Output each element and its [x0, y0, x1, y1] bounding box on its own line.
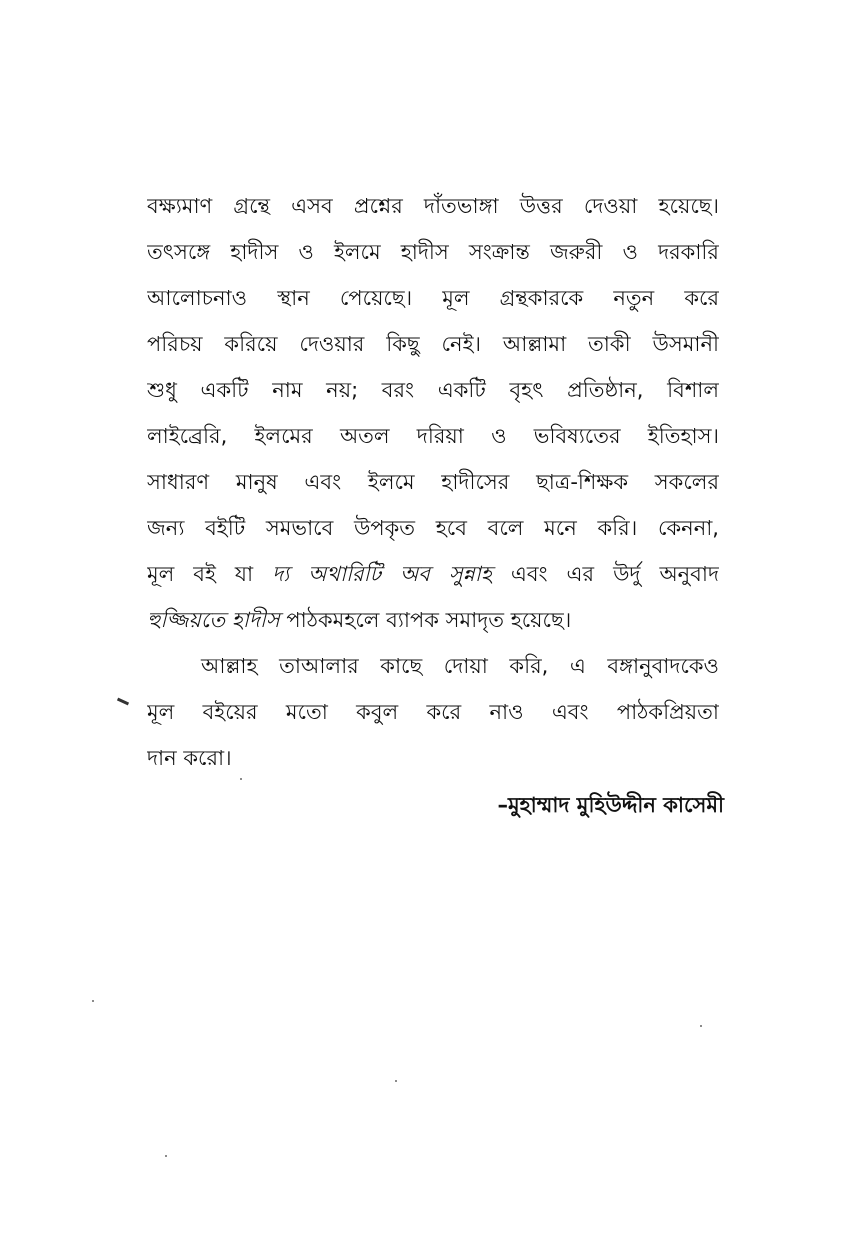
- text-line: [147, 597, 719, 643]
- text-segment: পাঠকমহলে ব্যাপক সমাদৃত হয়েছে।: [279, 608, 572, 632]
- scan-speck: [700, 1025, 702, 1027]
- margin-mark: [117, 698, 129, 706]
- text-line: মূল বইয়ের মতো কবুল করে নাও এবং পাঠকপ্রিয়তা: [147, 700, 719, 724]
- author-signature: –মুহাম্মাদ মুহিউদ্দীন কাসেমী: [497, 793, 724, 817]
- book-title-urdu: হুজ্জিয়তে হাদীস: [147, 608, 280, 632]
- book-title-english: দ্য অথারিটি অব সুন্নাহ: [272, 562, 492, 586]
- text-line: [147, 551, 719, 597]
- scan-speck: [240, 778, 242, 780]
- text-line: শুধু একটি নাম নয়; বরং একটি বৃহৎ প্রতিষ্ঠান, বিশাল: [147, 378, 719, 402]
- text-segment: মূল বই যা: [147, 562, 273, 586]
- text-segment: এবং এর উর্দু অনুবাদ: [491, 562, 719, 586]
- body-text: [147, 183, 719, 781]
- text-line: সাধারণ মানুষ এবং ইলমে হাদীসের ছাত্র-শিক্ষক সকলের: [147, 470, 719, 494]
- text-line: দান করো।: [147, 746, 232, 770]
- text-line: আল্লাহ তাআলার কাছে দোয়া করি, এ বঙ্গানুবাদকেও: [201, 654, 719, 678]
- text-line: আলোচনাও স্থান পেয়েছে। মূল গ্রন্থকারকে নতুন করে: [147, 286, 719, 310]
- text-line: পরিচয় করিয়ে দেওয়ার কিছু নেই। আল্লামা তাকী উসমানী: [147, 332, 719, 356]
- scan-speck: [165, 1155, 167, 1157]
- text-line: জন্য বইটি সমভাবে উপকৃত হবে বলে মনে করি। কেননা,: [147, 516, 719, 540]
- scan-speck: [395, 1080, 397, 1082]
- scan-speck: [92, 1000, 94, 1002]
- text-line: বক্ষ্যমাণ গ্রন্থে এসব প্রশ্নের দাঁতভাঙ্গা উত্তর দেওয়া হয়েছে।: [147, 194, 719, 218]
- text-line: তৎসঙ্গে হাদীস ও ইলমে হাদীস সংক্রান্ত জরুরী ও দরকারি: [147, 240, 719, 264]
- text-line: লাইব্রেরি, ইলমের অতল দরিয়া ও ভবিষ্যতের ইতিহাস।: [147, 424, 719, 448]
